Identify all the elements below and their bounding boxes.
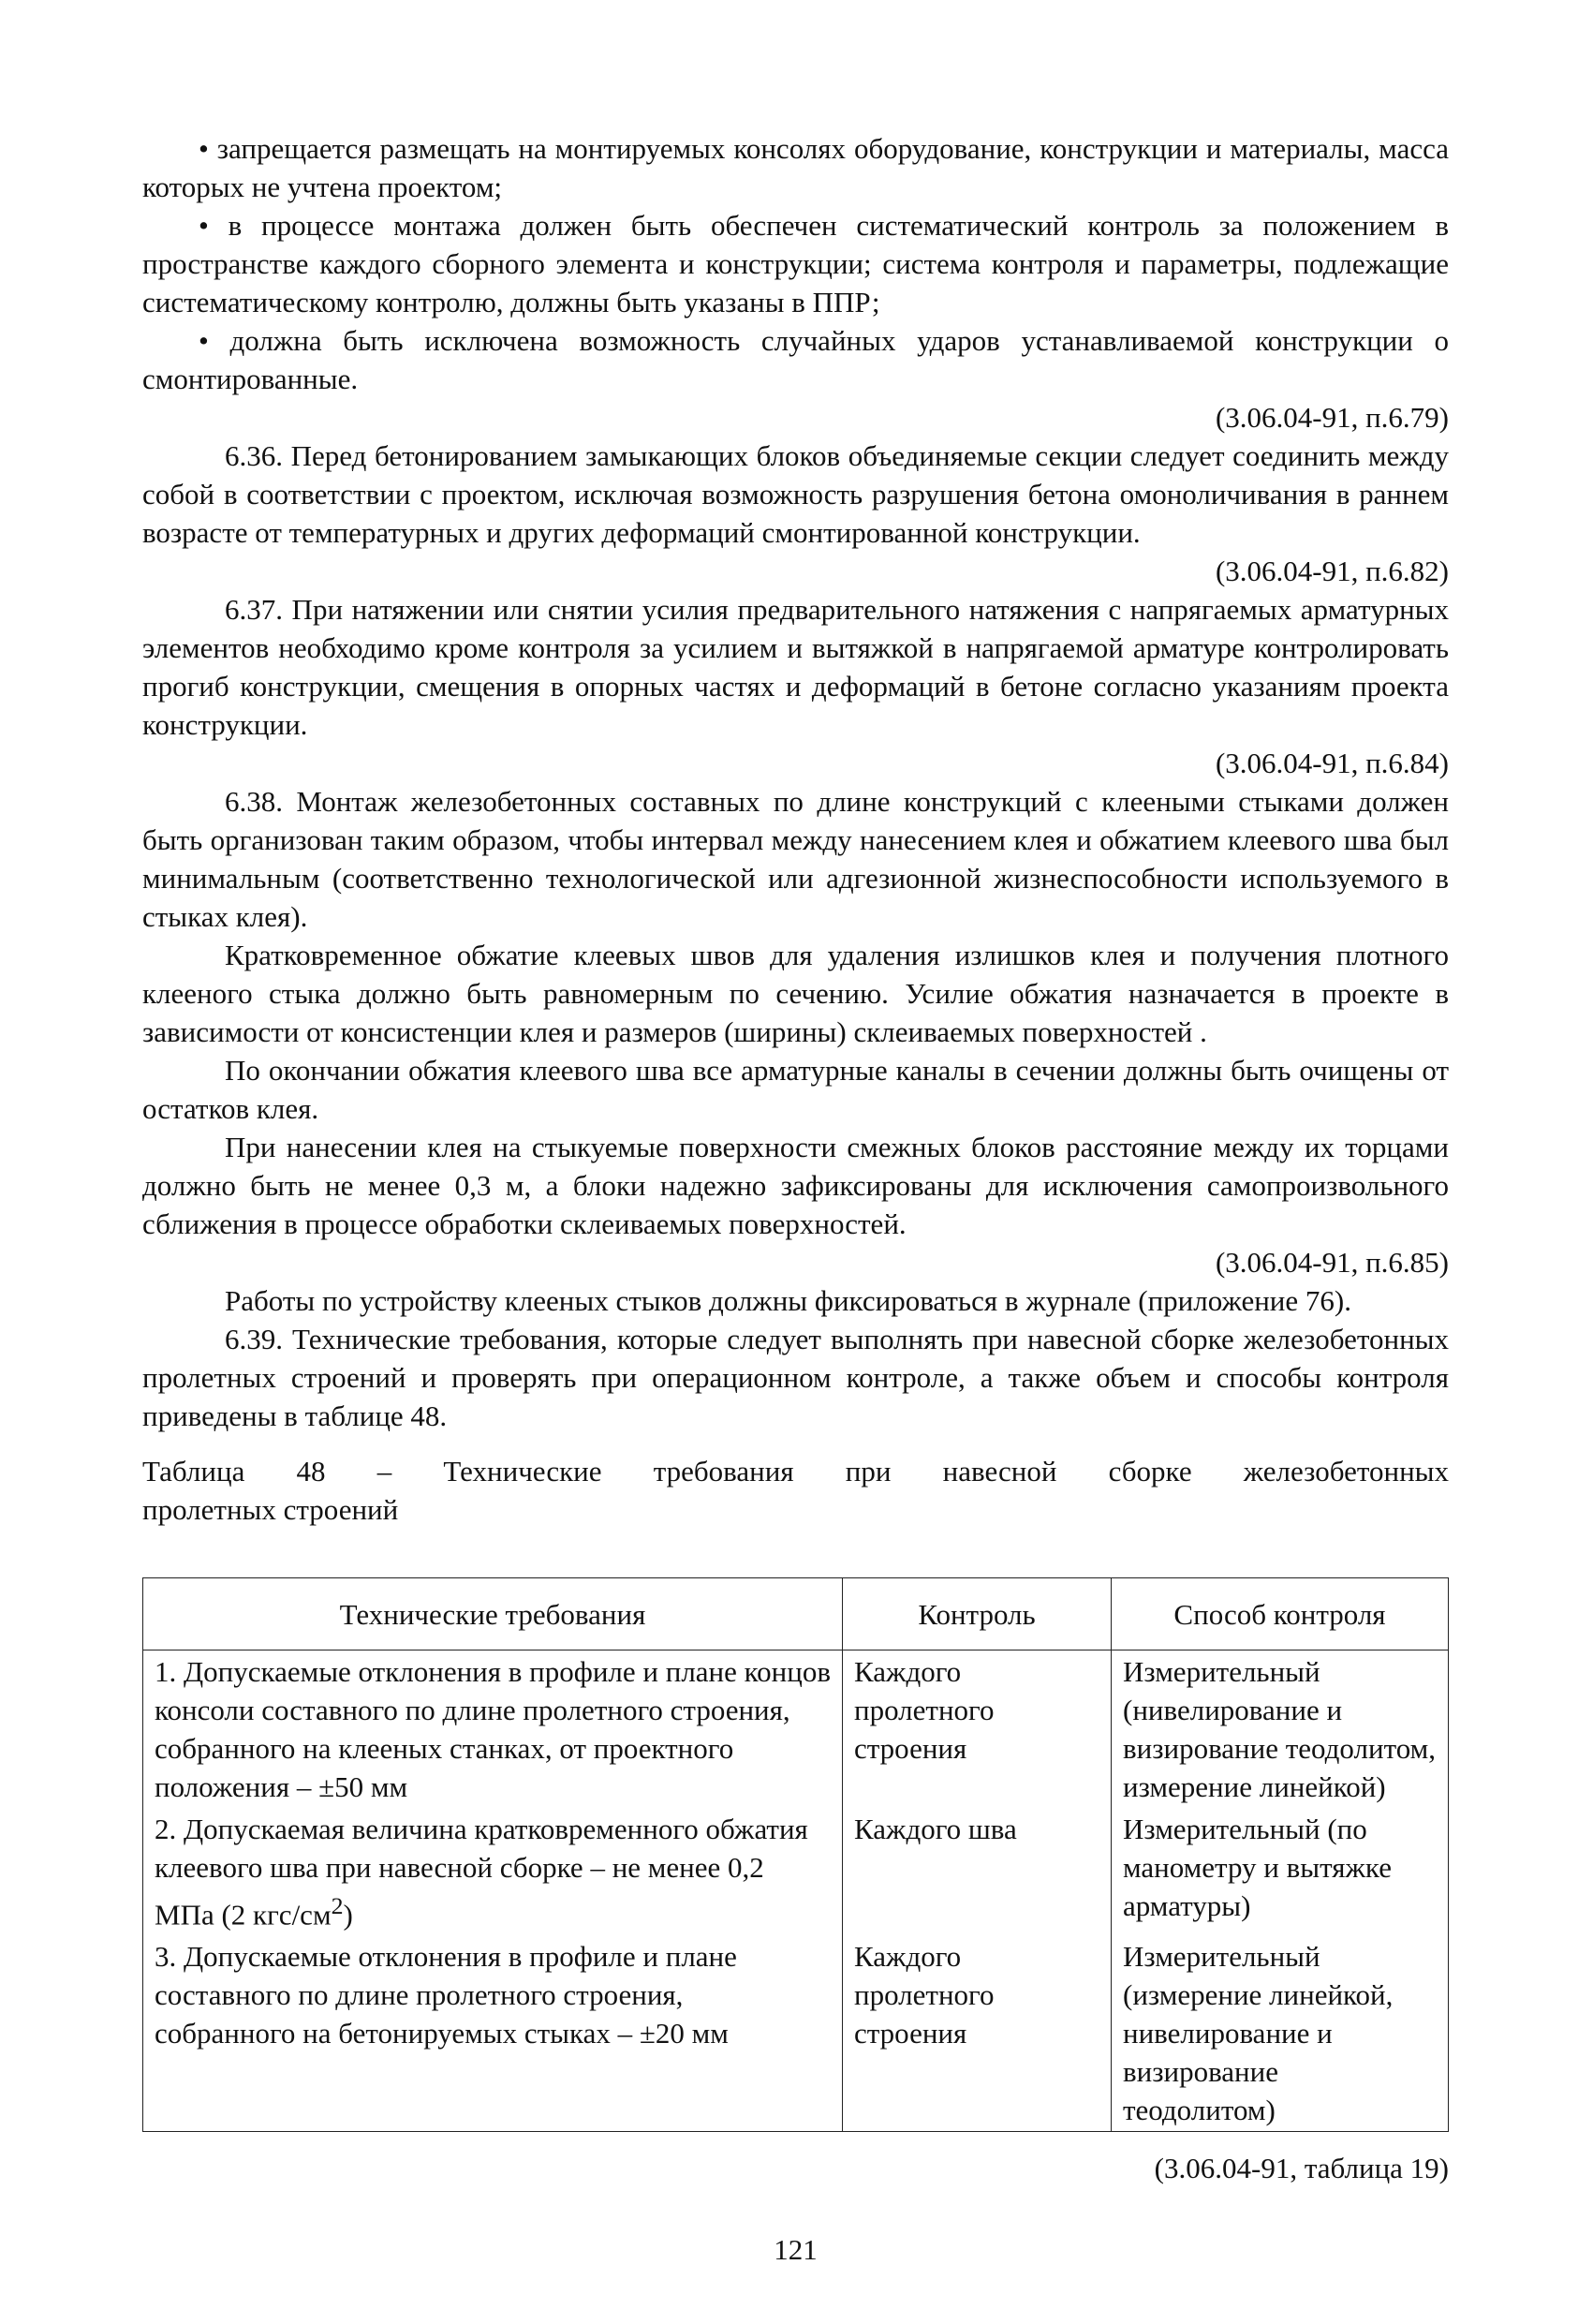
- table-cell: [143, 1808, 843, 1935]
- source-reference: (3.06.04-91, п.6.82): [1215, 555, 1449, 587]
- page-number: 121: [774, 2233, 818, 2267]
- paragraph-6-39: 6.39. Технические требования, которые следует выполнять при навесной сборке железобетонных пролетных строений и проверять при операционном контроле, а также объем и способы контроля приведены в таблице 48.: [142, 1323, 1449, 1432]
- table-cell: Каждого пролетного строения: [843, 1650, 1112, 1809]
- column-header: Технические требования: [143, 1578, 843, 1650]
- column-header: Контроль: [843, 1578, 1112, 1650]
- table-cell: Измерительный (измерение линейкой, нивелирование и визирование теодолитом): [1112, 1935, 1449, 2132]
- bullet-item: • в процессе монтажа должен быть обеспечен систематический контроль за положением в пространстве каждого сборного элемента и конструкции; система контроля и параметры, подлежащие систематическому контролю, должны быть указаны в ППР;: [142, 209, 1449, 318]
- bullet-item: • должна быть исключена возможность случайных ударов устанавливаемой конструкции о смонтированные.: [142, 324, 1449, 395]
- bullet-item: • запрещается размещать на монтируемых консолях оборудование, конструкции и материалы, масса которых не учтена проектом;: [142, 132, 1449, 203]
- table-caption: [142, 1452, 1449, 1529]
- cell-text: 2. Допускаемая величина кратковременного обжатия клеевого шва при навесной сборке – не менее 0,2 МПа (2 кгс/см: [155, 1813, 808, 1932]
- source-reference: (3.06.04-91, п.6.85): [1215, 1246, 1449, 1279]
- paragraph-6-38: 6.38. Монтаж железобетонных составных по длине конструкций с клееными стыками должен быть организован таким образом, чтобы интервал между нанесением клея и обжатием клеевого шва был минимальным (соответственно технологической или адгезионной жизнеспособности используемого в стыках клея).: [142, 785, 1449, 933]
- table-row: [143, 1650, 1449, 1809]
- paragraph: Кратковременное обжатие клеевых швов для удаления излишков клея и получения плотного клееного стыка должно быть равномерным по сечению. Усилие обжатия назначается в проекте в зависимости от консистенции клея и размеров (ширины) склеиваемых поверхностей .: [142, 939, 1449, 1048]
- table-row: [143, 1935, 1449, 2132]
- paragraph-6-36: 6.36. Перед бетонированием замыкающих блоков объединяемые секции следует соединить между собой в соответствии с проектом, исключая возможность разрушения бетона омоноличивания в раннем возрасте от температурных и других деформаций смонтированной конструкции.: [142, 439, 1449, 549]
- source-reference: (3.06.04-91, п.6.84): [1215, 747, 1449, 779]
- paragraph: При нанесении клея на стыкуемые поверхности смежных блоков расстояние между их торцами должно быть не менее 0,3 м, а блоки надежно зафиксированы для исключения самопроизвольного сближения в процессе обработки склеиваемых поверхностей.: [142, 1131, 1449, 1240]
- paragraph: По окончании обжатия клеевого шва все арматурные каналы в сечении должны быть очищены от остатков клея.: [142, 1054, 1449, 1125]
- table-cell: Измерительный (нивелирование и визирование теодолитом, измерение линейкой): [1112, 1650, 1449, 1809]
- table-caption-line: Таблица 48 – Технические требования при навесной сборке железобетонных: [142, 1455, 1449, 1488]
- superscript: 2: [331, 1892, 344, 1919]
- table-cell: 3. Допускаемые отклонения в профиле и плане составного по длине пролетного строения, собранного на бетонируемых стыках – ±20 мм: [143, 1935, 843, 2132]
- requirements-table: [142, 1577, 1449, 2132]
- table-header-row: [143, 1578, 1449, 1650]
- paragraph-6-37: 6.37. При натяжении или снятии усилия предварительного натяжения с напрягаемых арматурных элементов необходимо кроме контроля за усилием и вытяжкой в напрягаемой арматуре контролировать прогиб конструкции, смещения в опорных частях и деформаций в бетоне согласно указаниям проекта конструкции.: [142, 593, 1449, 741]
- table-cell: Каждого шва: [843, 1808, 1112, 1935]
- document-page: [142, 129, 1449, 2269]
- table-row: [143, 1808, 1449, 1935]
- source-reference: (3.06.04-91, п.6.79): [1215, 401, 1449, 434]
- table-cell: Измерительный (по манометру и вытяжке арматуры): [1112, 1808, 1449, 1935]
- column-header: Способ контроля: [1112, 1578, 1449, 1650]
- cell-text: ): [343, 1898, 353, 1932]
- table-cell: 1. Допускаемые отклонения в профиле и плане концов консоли составного по длине пролетного строения, собранного на клееных станках, от проектного положения – ±50 мм: [143, 1650, 843, 1809]
- table-cell: Каждого пролетного строения: [843, 1935, 1112, 2132]
- paragraph: Работы по устройству клееных стыков должны фиксироваться в журнале (приложение 76).: [225, 1284, 1351, 1317]
- table-caption-line: пролетных строений: [142, 1493, 399, 1526]
- table-source-reference: (3.06.04-91, таблица 19): [1154, 2152, 1449, 2185]
